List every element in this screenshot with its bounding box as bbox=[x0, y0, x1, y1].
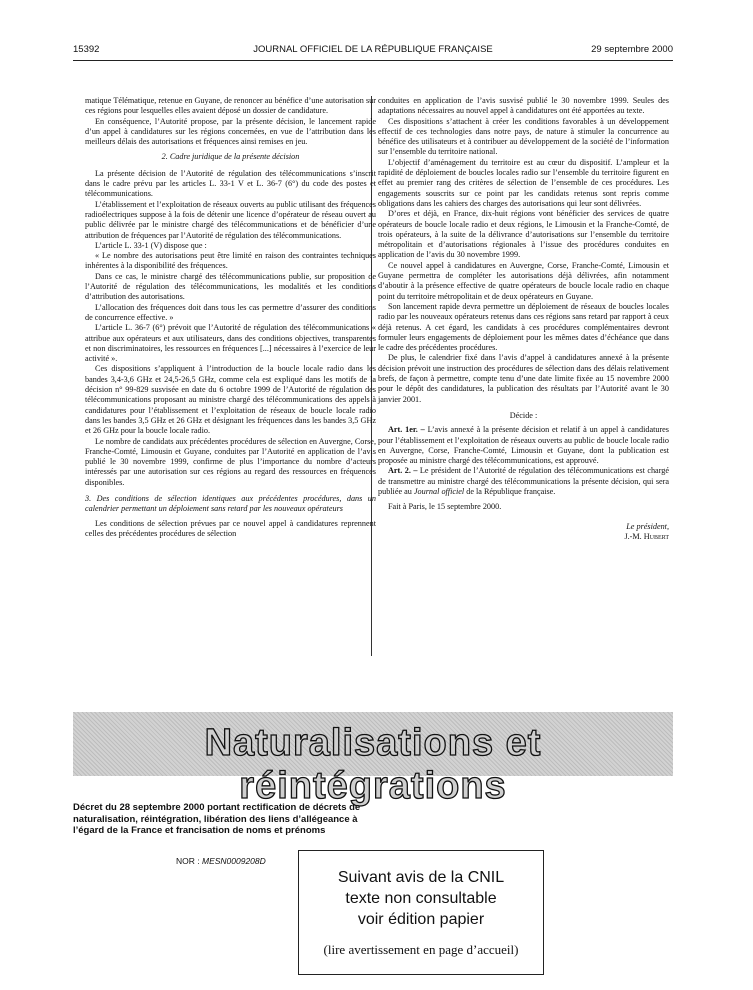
nor-reference bbox=[176, 856, 266, 866]
right-column bbox=[378, 96, 669, 542]
notice-warning: (lire avertissement en page d’accueil) bbox=[323, 942, 519, 957]
paragraph: Ce nouvel appel à candidatures en Auvergne, Corse, Franche-Comté, Limousin et Guyane permettra de compléter les autorisations déjà délivrées, afin notamment d’aboutir à la présence effective de quatre opérateurs de boucle locale radio en chaque point du territoire métropolitain et de deux opérateurs en Guyane. bbox=[378, 260, 669, 301]
paragraph: matique Télématique, retenue en Guyane, de renoncer au bénéfice d’une autorisation sur ces régions pour lesquelles elles avaient déposé un dossier de candidature. bbox=[85, 96, 376, 116]
notice-line: voir édition papier bbox=[357, 911, 485, 928]
notice-line: texte non consultable bbox=[345, 890, 497, 907]
paragraph: Le nombre de candidats aux précédentes procédures de sélection en Auvergne, Corse, Franche-Comté, Limousin et Guyane, conduites par l’Autorité en application de l’avis publié le 30 novembre 1999, confirme de plus l’importance du nombre d’acteurs intéressés par une autorisation sur ces régions au regard des ressources en fréquences disponibles. bbox=[85, 436, 376, 487]
section-banner bbox=[73, 712, 673, 807]
article-2 bbox=[378, 466, 669, 497]
quote-paragraph: Dans ce cas, le ministre chargé des télécommunications publie, sur proposition de l’Autorité de régulation des télécommunications, les modalités et les conditions d’attribution des autorisations. bbox=[85, 271, 376, 302]
paragraph: Ces dispositions s’attachent à créer les conditions favorables à un développement effectif de ces technologies dans notre pays, de nature à stimuler la concurrence au bénéfice des utilisateurs et à contribuer au développement de la société de l’information sur l’ensemble du territoire national. bbox=[378, 116, 669, 157]
paragraph: Les conditions de sélection prévues par ce nouvel appel à candidatures reprennent celles des précédentes procédures de sélection bbox=[85, 518, 376, 538]
cnil-notice-box bbox=[298, 850, 544, 975]
article-1-label: Art. 1er. – bbox=[388, 425, 425, 435]
journal-reference: Journal officiel bbox=[413, 486, 465, 496]
paragraph: L’établissement et l’exploitation de réseaux ouverts au public utilisant des fréquences radioélectriques suppose à la fois de détenir une licence d’opérateur de réseau ouvert au public délivrée par le ministre chargé des télécommunications et de bénéficier d’une attribution de fréquences par l’Autorité de régulation des télécommunications. bbox=[85, 199, 376, 240]
nor-code: MESN0009208D bbox=[201, 856, 266, 866]
article-2-label: Art. 2. – bbox=[388, 466, 418, 476]
paragraph: Son lancement rapide devra permettre un déploiement de réseaux de boucles locales radio par les nouveaux opérateurs retenus dans ces régions sans retard par rapport à ceux déjà retenus. A cet égard, les candidats à ces procédures complémentaires devront formuler leurs engagements de déploiement pour les mêmes dates d’échéance que dans le cadre des précédentes procédures. bbox=[378, 301, 669, 353]
banner-title: Naturalisations et réintégrations bbox=[204, 722, 542, 807]
section-heading: 2. Cadre juridique de la présente décision bbox=[161, 152, 300, 162]
journal-title: JOURNAL OFFICIEL DE LA RÉPUBLIQUE FRANÇAISE bbox=[253, 44, 493, 55]
article-1 bbox=[378, 425, 669, 466]
paragraph: En conséquence, l’Autorité propose, par la présente décision, le lancement rapide d’un appel à candidatures sur les régions concernées, en vue de l’attribution dans les meilleurs délais des autorisations et fréquences ainsi remises en jeu. bbox=[85, 116, 376, 147]
notice-line: Suivant avis de la CNIL bbox=[337, 869, 505, 886]
quote-paragraph: « Le nombre des autorisations peut être limité en raison des contraintes techniques inhérentes à la disponibilité des fréquences. bbox=[85, 251, 376, 271]
signatory-title: Le président, bbox=[626, 521, 669, 531]
paragraph: L’objectif d’aménagement du territoire est au cœur du dispositif. L’ampleur et la rapidité de déploiement de boucles locales radio sur l’ensemble du territoire figurent en effet au premier rang des critères de sélection de l’ensemble de ces procédures. Les engagements souscrits sur ce point par les candidats retenus sont repris comme obligations dans les cahiers des charges des autorisations qui leur sont délivrées. bbox=[378, 157, 669, 208]
header-rule bbox=[73, 60, 673, 61]
paragraph: L’article L. 36-7 (6°) prévoit que l’Autorité de régulation des télécommunications « attribue aux opérateurs et aux utilisateurs, dans des conditions objectives, transparentes et non discriminatoires, les ressources en fréquences [...] nécessaires à l’exercice de leur activité ». bbox=[85, 323, 376, 364]
decree-title: Décret du 28 septembre 2000 portant rectification de décrets de naturalisation, réintégration, libération des liens d’allégeance à l’égard de la France et francisation de noms et prénoms bbox=[73, 802, 361, 836]
decision-heading: Décide : bbox=[509, 410, 538, 420]
paragraph: conduites en application de l’avis susvisé publié le 30 novembre 1999. Seules des adaptations nécessaires au nouvel appel à candidatures ont été apportées au texte. bbox=[378, 96, 669, 116]
article-2-text: Le président de l’Autorité de régulation des télécommunications est chargé de transmettre au ministre chargé des télécommunications la présente décision, qui sera publiée au bbox=[378, 466, 669, 496]
issue-date: 29 septembre 2000 bbox=[591, 44, 673, 55]
quote-paragraph: L’allocation des fréquences doit dans tous les cas permettre d’assurer des conditions de concurrence effective. » bbox=[85, 302, 376, 322]
paragraph: De plus, le calendrier fixé dans l’avis d’appel à candidatures annexé à la présente décision prévoit une instruction des procédures de sélection dans des délais relativement brefs, de façon à permettre, compte tenu d’une date limite fixée au 15 novembre 2000 pour le dépôt des candidatures, la publication des résultats par l’Autorité avant le 30 janvier 2001. bbox=[378, 353, 669, 404]
left-column bbox=[85, 96, 376, 539]
paragraph: L’article L. 33-1 (V) dispose que : bbox=[95, 240, 207, 250]
page-number: 15392 bbox=[73, 44, 100, 55]
place-date: Fait à Paris, le 15 septembre 2000. bbox=[388, 502, 502, 512]
article-1-text: L’avis annexé à la présente décision et relatif à un appel à candidatures pour l’établissement et l’exploitation de réseaux ouverts au public de boucle locale radio en Auvergne, Corse, Franche-Comté, Limousin et Guyane, dont la publication est proposée au ministre chargé des télécommunications, est approuvé. bbox=[378, 425, 669, 466]
section-heading: 3. Des conditions de sélection identiques aux précédentes procédures, dans un calendrier permettant un déploiement sans retard par les nouveaux opérateurs bbox=[85, 493, 376, 514]
article-2-text-end: de la République française. bbox=[464, 486, 556, 496]
nor-label: NOR : bbox=[176, 856, 202, 866]
paragraph: Ces dispositions s’appliquent à l’introduction de la boucle locale radio dans les bandes 3,4-3,6 GHz et 24,5-26,5 GHz, comme cela est expliqué dans les motifs de la décision n° 99-829 susvisée en date du 6 octobre 1999 de l’Autorité de régulation des télécommunications proposant au ministre chargé des télécommunications des appels à candidatures pour l’établissement et l’exploitation de réseaux de boucle locale radio dans les bandes 3,5 GHz et 26 GHz et désignant les fréquences dans les bandes 3,5 GHz et 26 GHz pour la boucle locale radio. bbox=[85, 364, 376, 436]
running-header bbox=[73, 44, 673, 60]
signatory-name: J.-M. Hubert bbox=[624, 531, 669, 541]
paragraph: La présente décision de l’Autorité de régulation des télécommunications s’inscrit dans le cadre prévu par les articles L. 33-1 V et L. 36-7 (6°) du code des postes et télécommunications. bbox=[85, 168, 376, 199]
paragraph: D’ores et déjà, en France, dix-huit régions vont bénéficier des services de quatre opérateurs de boucle locale radio et deux régions, le Limousin et la Franche-Comté, de trois opérateurs, à la suite de la délivrance d’autorisations sur l’ensemble du territoire métropolitain et d’autorisations régionales à l’issue des procédures conduites en application de l’avis du 30 novembre 1999. bbox=[378, 209, 669, 260]
